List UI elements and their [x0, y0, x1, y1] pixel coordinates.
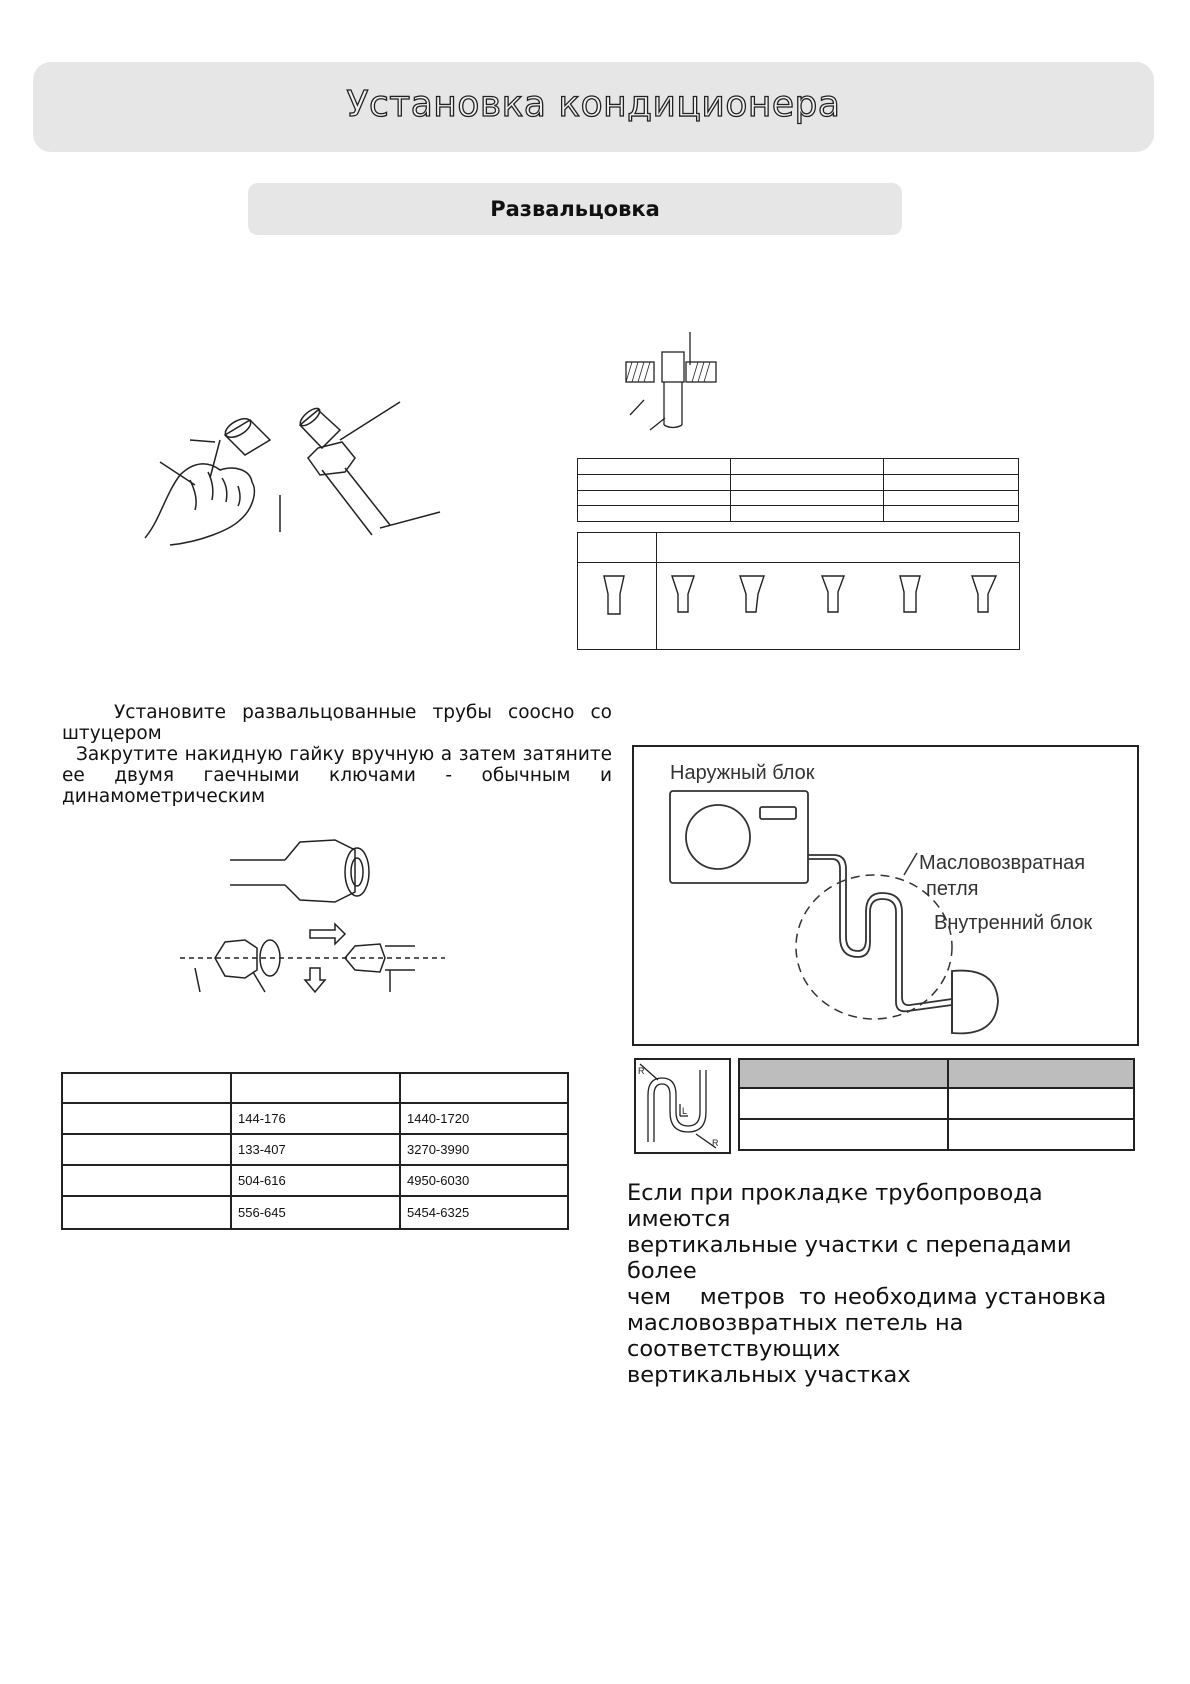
torque-kgf-cm: 5454-6325: [400, 1196, 568, 1229]
oil-loop-label-line1: Масловозвратная: [919, 852, 1086, 874]
torque-n-m: 144-176: [231, 1103, 400, 1134]
loop-sketch: [636, 1060, 726, 1150]
instructions: [62, 702, 612, 807]
indoor-unit-label: Внутренний блок: [934, 912, 1093, 934]
note-line: Если при прокладке трубопровода имеются: [627, 1180, 1043, 1232]
oil-loop-diagram: [634, 747, 1137, 1044]
flare-examples: [590, 566, 1010, 626]
oil-loop-label-line2: петля: [926, 878, 979, 900]
length-symbol: L: [682, 1106, 688, 1116]
instruction-2: Закрутите накидную гайку вручную а затем затяните ее двумя гаечными ключами - обычным и динамометрическим: [62, 744, 612, 807]
torque-row-label: [62, 1103, 231, 1134]
torque-n-m: 504-616: [231, 1165, 400, 1196]
torque-kgf-cm: 3270-3990: [400, 1134, 568, 1165]
radius-symbol-top: R: [638, 1066, 645, 1076]
page-title: Установка кондиционера: [346, 84, 841, 125]
radius-symbol-bottom: R: [712, 1138, 719, 1148]
section-title: Развальцовка: [490, 197, 660, 221]
flare-dimension-drawing: [620, 330, 730, 430]
note-line: вертикальные участки с перепадами более: [627, 1232, 1072, 1284]
flare-quality-divider-h: [577, 562, 1020, 563]
torque-row-label: [62, 1196, 231, 1229]
deburring-illustration: [140, 400, 450, 560]
torque-n-m: 556-645: [231, 1196, 400, 1229]
oil-loop-note: [627, 1180, 1147, 1388]
torque-kgf-cm: 4950-6030: [400, 1165, 568, 1196]
note-line: чем метров то необходима установка: [627, 1284, 1107, 1310]
loop-dimension-table: [738, 1058, 1135, 1151]
note-line: масловозвратных петель на соответствующих: [627, 1310, 964, 1362]
torque-n-m: 133-407: [231, 1134, 400, 1165]
note-line: вертикальных участках: [627, 1362, 911, 1388]
outdoor-unit-label: Наружный блок: [670, 762, 815, 784]
instruction-1: Установите развальцованные трубы соосно со штуцером: [62, 702, 612, 744]
flare-nut-illustration: [175, 830, 450, 1000]
torque-row-label: [62, 1165, 231, 1196]
flare-dimension-table: [577, 458, 1019, 522]
torque-kgf-cm: 1440-1720: [400, 1103, 568, 1134]
torque-row-label: [62, 1134, 231, 1165]
torque-table: [61, 1072, 569, 1230]
